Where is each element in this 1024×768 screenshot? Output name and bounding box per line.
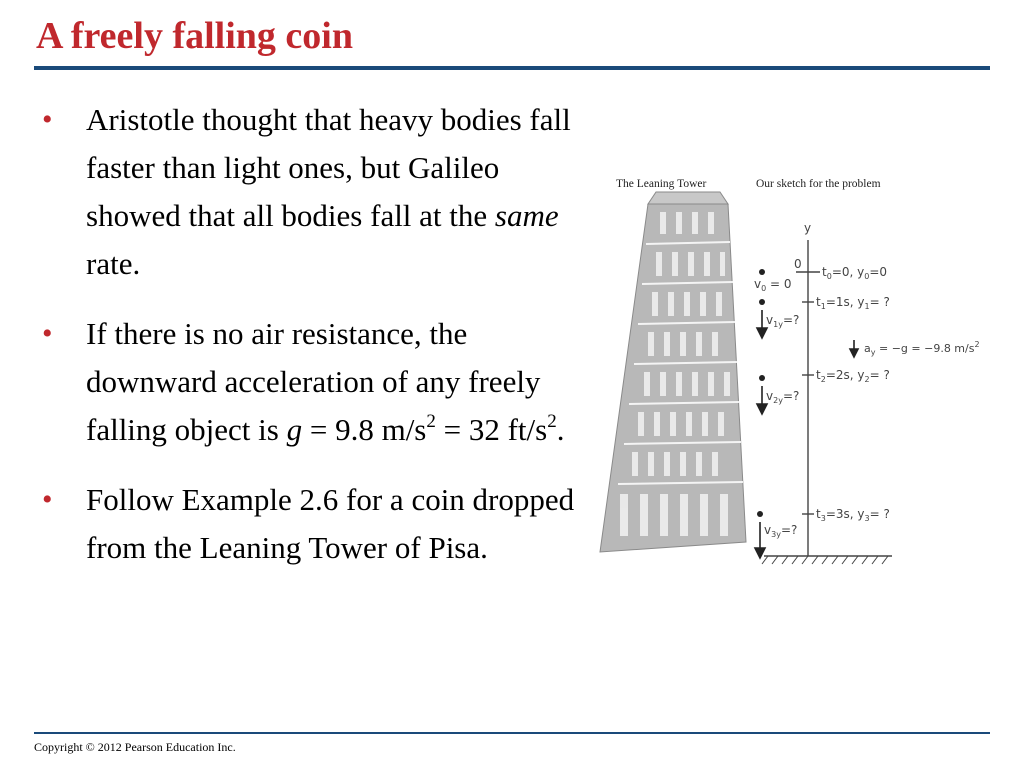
bullet-2-value2: = 32 ft/s [435, 412, 548, 447]
coin-markers [757, 269, 765, 517]
title-divider [34, 66, 990, 70]
sketch-caption: Our sketch for the problem [756, 178, 881, 190]
bullet-item-1 [40, 96, 600, 288]
figure-svg [596, 172, 996, 572]
falling-coin-figure [596, 172, 996, 572]
bullet-1-text: Aristotle thought that heavy bodies fall faster than light ones, but Galileo showed that all bodies fall at the [86, 102, 571, 233]
point3-label: $t_3=3s$, $y_3=$ ? [816, 507, 890, 523]
copyright-footer: Copyright © 2012 Pearson Education Inc. [34, 740, 236, 754]
point0-label: $t_0=0$, $y_0=0$ [822, 265, 888, 281]
axis-y-label: y [804, 221, 812, 235]
bullet-item-2 [40, 310, 600, 454]
bullet-1-emphasis: same [494, 198, 559, 233]
v2-label: $v_{2y}=$? [766, 389, 800, 405]
point1-label: $t_1=1s$, $y_1=$ ? [816, 295, 890, 311]
bullet-3-text: Follow Example 2.6 for a coin dropped from the Leaning Tower of Pisa. [86, 482, 575, 565]
bullet-dot: • [42, 317, 53, 350]
sketch-labels [754, 221, 980, 539]
point2-label: $t_2=2s$, $y_2=$ ? [816, 368, 890, 384]
origin-label: 0 [794, 257, 802, 271]
acceleration-label: $a_y = -g = -9.8$ $m/s^2$ [864, 340, 980, 357]
bullet-2-value: = 9.8 m/s [302, 412, 427, 447]
tower-caption: The Leaning Tower [616, 178, 707, 190]
bullet-item-3 [40, 476, 600, 572]
bullet-2-sup2: 2 [547, 410, 557, 432]
bullet-list [40, 96, 600, 594]
leaning-tower-illustration [600, 192, 746, 552]
bullet-2-g-symbol: g [286, 412, 303, 447]
bullet-dot: • [42, 483, 53, 516]
bullet-2-end: . [556, 412, 565, 447]
bullet-dot: • [42, 103, 53, 136]
v1-label: $v_{1y}=$? [766, 313, 800, 329]
v3-label: $v_{3y}=$? [764, 523, 798, 539]
v0-label: $v_0 = 0$ [754, 277, 792, 293]
bullet-1-tail: rate. [86, 246, 141, 281]
footer-divider [34, 732, 990, 734]
bullet-2-text: If there is no air resistance, the downward acceleration of any freely falling object is [86, 316, 541, 447]
bullet-2-sup1: 2 [426, 410, 436, 432]
ground-hatching [762, 556, 888, 564]
slide-title: A freely falling coin [36, 15, 353, 57]
